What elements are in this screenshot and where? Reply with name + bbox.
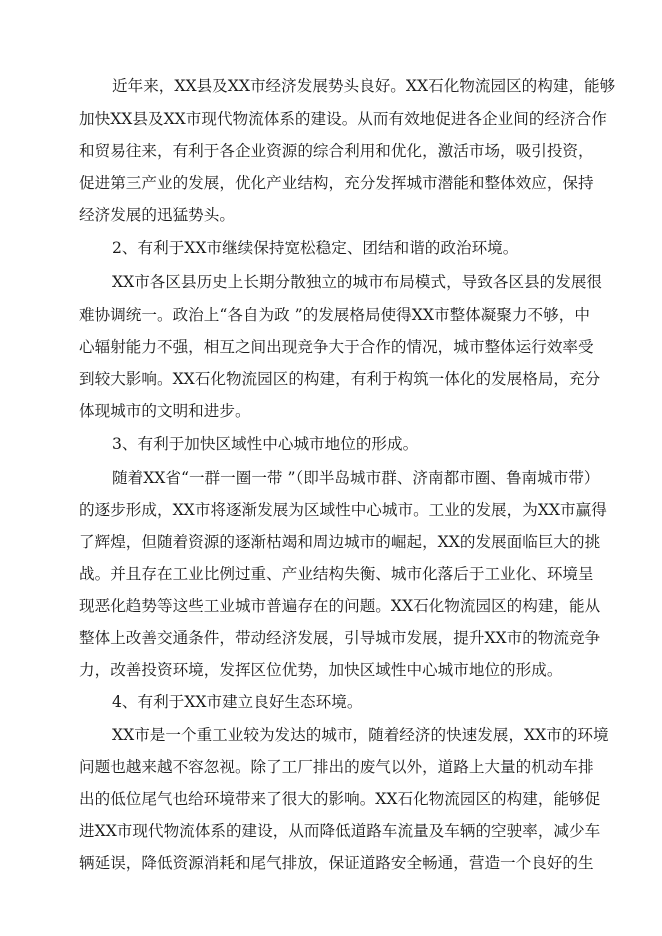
section-heading-2: 2、有利于XX市继续保持宽松稳定、团结和谐的政治环境。: [112, 239, 519, 257]
paragraph-3-line-6: 整体上改善交通条件，带动经济发展，引导城市发展，提升XX市的物流竞争: [79, 629, 601, 647]
paragraph-2-line-3: 心辐射能力不强，相互之间出现竞争大于合作的情况，城市整体运行效率受: [79, 338, 594, 356]
paragraph-2-line-5: 体现城市的文明和进步。: [79, 402, 251, 420]
paragraph-2-line-1: XX市各区县历史上长期分散独立的城市布局模式，导致各区县的发展很: [112, 273, 603, 291]
paragraph-3-line-3: 了辉煌，但随着资源的逐渐枯竭和周边城市的崛起，XX的发展面临巨大的挑: [79, 533, 601, 551]
paragraph-4-line-5: 辆延误，降低资源消耗和尾气排放，保证道路安全畅通，营造一个良好的生: [79, 854, 594, 872]
paragraph-4-line-1: XX市是一个重工业较为发达的城市，随着经济的快速发展，XX市的环境: [112, 726, 609, 744]
paragraph-4-line-2: 问题也越来越不容忽视。除了工厂排出的废气以外，道路上大量的机动车排: [79, 758, 594, 776]
paragraph-3-line-1: 随着XX省“一群一圈一带 ”（即半岛城市群、济南都市圈、鲁南城市带）: [112, 469, 600, 487]
section-heading-3: 3、有利于加快区域性中心城市地位的形成。: [112, 435, 419, 453]
paragraph-4-line-4: 进XX市现代物流体系的建设，从而降低道路车流量及车辆的空驶率，减少车: [79, 822, 601, 840]
paragraph-3-line-2: 的逐步形成，XX市将逐渐发展为区域性中心城市。工业的发展，为XX市赢得: [79, 501, 607, 519]
paragraph-3-line-7: 力，改善投资环境，发挥区位优势，加快区域性中心城市地位的形成。: [79, 661, 563, 679]
paragraph-2-line-4: 到较大影响。XX石化物流园区的构建，有利于构筑一体化的发展格局，充分: [79, 370, 601, 388]
paragraph-1-line-1: 近年来，XX县及XX市经济发展势头良好。XX石化物流园区的构建，能够: [112, 77, 616, 95]
section-heading-4: 4、有利于XX市建立良好生态环境。: [112, 693, 363, 711]
paragraph-1-line-4: 促进第三产业的发展，优化产业结构，充分发挥城市潜能和整体效应，保持: [79, 174, 594, 192]
paragraph-1-line-5: 经济发展的迅猛势头。: [79, 206, 235, 224]
paragraph-3-line-4: 战。并且存在工业比例过重、产业结构失衡、城市化落后于工业化、环境呈: [79, 565, 594, 583]
paragraph-2-line-2: 难协调统一。政治上“各自为政 ”的发展格局使得XX市整体凝聚力不够，中: [79, 306, 590, 324]
paragraph-1-line-3: 和贸易往来，有利于各企业资源的综合利用和优化，激活市场，吸引投资，: [79, 142, 594, 160]
paragraph-1-line-2: 加快XX县及XX市现代物流体系的建设。从而有效地促进各企业间的经济合作: [79, 110, 607, 128]
paragraph-3-line-5: 现恶化趋势等这些工业城市普遍存在的问题。XX石化物流园区的构建，能从: [79, 597, 601, 615]
paragraph-4-line-3: 出的低位尾气也给环境带来了很大的影响。XX石化物流园区的构建，能够促: [79, 790, 601, 808]
